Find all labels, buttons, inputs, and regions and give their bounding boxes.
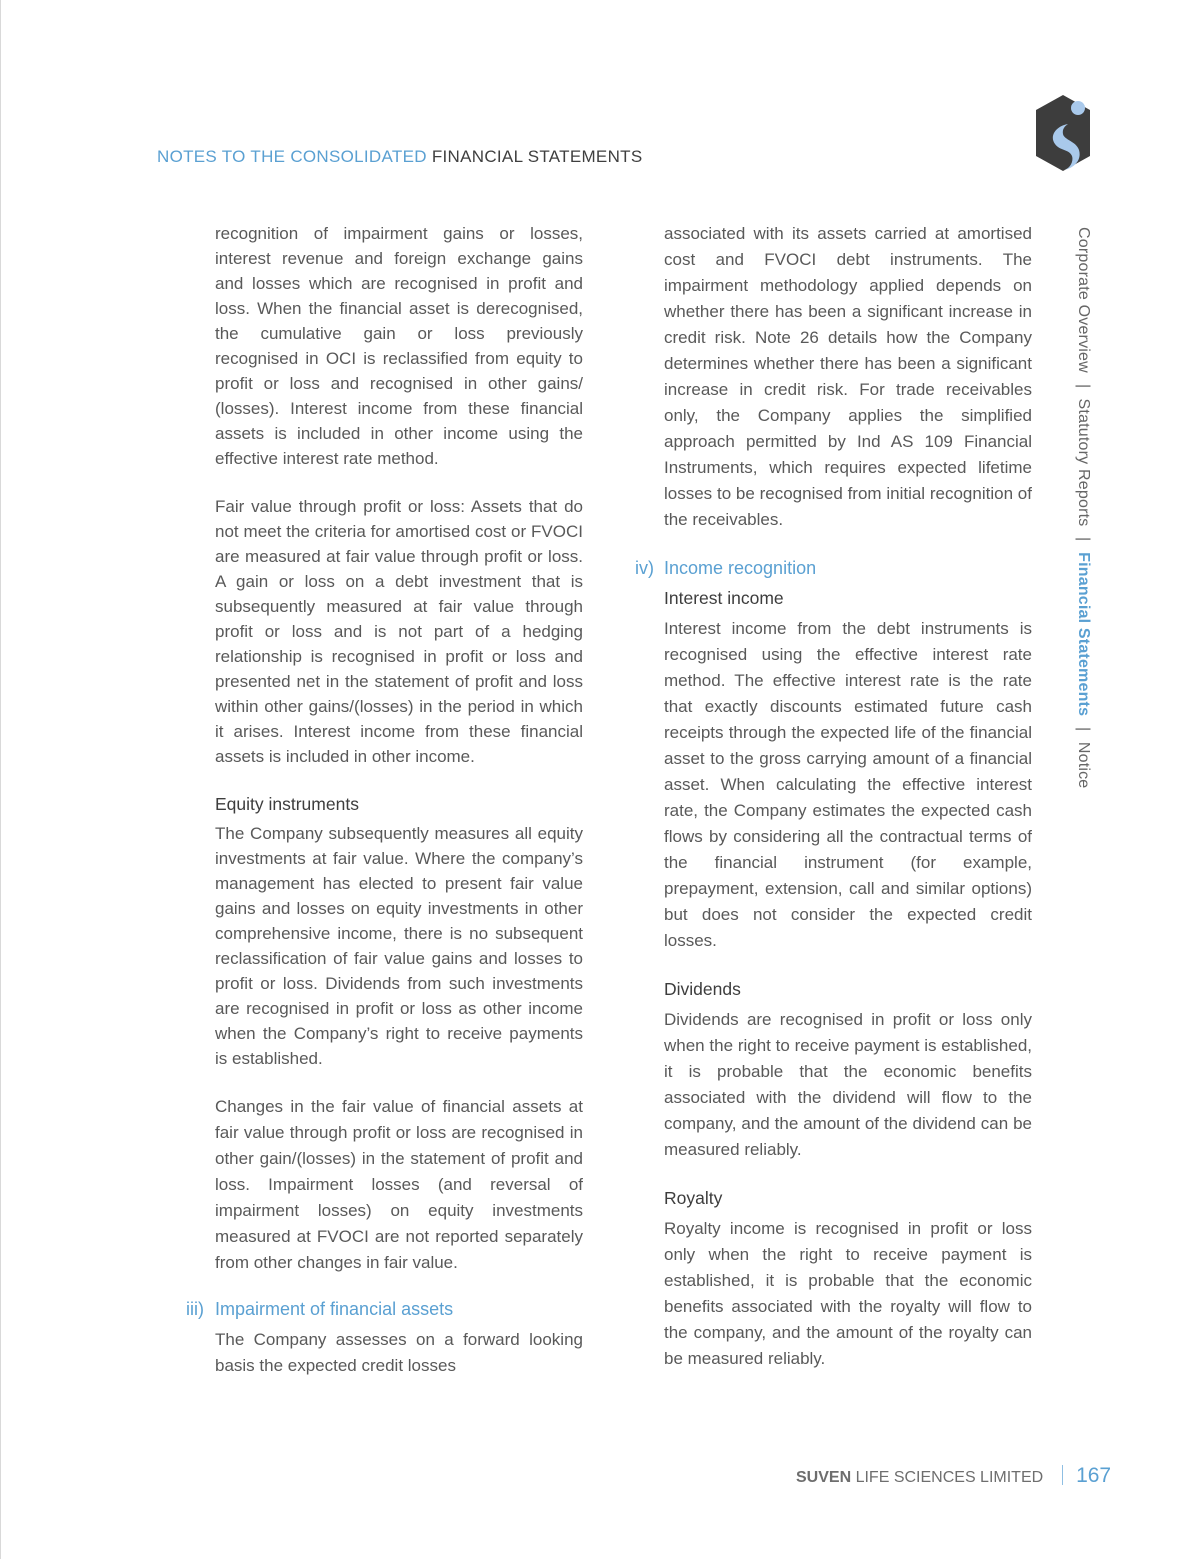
paragraph: associated with its assets carried at amortised cost and FVOCI debt instruments. The impairment methodology applied depends on whether there has been a significant increase in credit risk. Note 26 details how the Company determines whether there has been a significant increase in credit risk. For trade receivables only, the Company applies the simplified approach permitted by Ind AS 109 Financial Instruments, which requires expected lifetime losses to be recognised from initial recognition of the receivables.: [664, 224, 1032, 529]
sidebar-separator: |: [1075, 537, 1092, 542]
section-sidebar: [1074, 227, 1092, 788]
footer-company: LIFE SCIENCES LIMITED: [855, 1469, 1044, 1486]
paragraph: Changes in the fair value of financial assets at fair value through profit or loss are recognised in other gain/(losses) in the statement of profit and loss. Impairment losses (and reversal of impairment losses) on equity investments measured at FVOCI are not reported separately from other changes in fair value.: [215, 1097, 583, 1272]
sidebar-item-financial-statements[interactable]: Financial Statements: [1075, 552, 1092, 717]
page-number: 167: [1076, 1464, 1112, 1487]
suven-logo-icon: [1034, 94, 1092, 172]
paragraph: Interest income from the debt instruments is recognised using the effective interest rate method. The effective interest rate is the rate that exactly discounts estimated future cash receipts through the expected life of the financial asset to the gross carrying amount of a financial asset. When calculating the effective interest rate, the Company estimates the expected cash flows by considering all the contractual terms of the financial instrument (for example, prepayment, extension, call and similar options) but does not consider the expected credit losses.: [664, 619, 1032, 950]
section-heading-impairment: [186, 1296, 583, 1322]
subheading-equity-instruments: Equity instruments: [215, 794, 359, 814]
paragraph: Fair value through profit or loss: Assets that do not meet the criteria for amortised cost or FVOCI are measured at fair value through profit or loss. A gain or loss on a debt investment that is subsequently measured at fair value through profit or loss and is not part of a hedging relationship is recognised in profit or loss and presented net in the statement of profit and loss within other gains/(losses) in the period in which it arises. Interest income from these financial assets is included in other income.: [215, 497, 583, 766]
page-edge: [0, 0, 1, 1559]
sidebar-separator: |: [1075, 383, 1092, 388]
sidebar-separator: |: [1075, 726, 1092, 732]
section-title: Impairment of financial assets: [215, 1299, 454, 1319]
footer-divider: [1062, 1465, 1063, 1485]
left-column: [186, 221, 583, 1379]
header-highlight: NOTES TO THE CONSOLIDATED: [157, 147, 427, 166]
subheading-interest-income: Interest income: [664, 588, 784, 608]
subheading-royalty: Royalty: [664, 1188, 723, 1208]
header-rest: FINANCIAL STATEMENTS: [431, 147, 643, 166]
paragraph: Dividends are recognised in profit or loss only when the right to receive payment is established, it is probable that the economic benefits associated with the dividend will flow to the company, and the amount of the dividend can be measured reliably.: [664, 1010, 1032, 1159]
section-number: iv): [635, 558, 654, 578]
page-footer: [796, 1464, 1111, 1488]
section-heading-income-recognition: [635, 555, 1032, 581]
sidebar-item-statutory-reports[interactable]: Statutory Reports: [1075, 398, 1092, 527]
paragraph: Royalty income is recognised in profit or loss only when the right to receive payment is established, it is probable that the economic benefits associated with the royalty will flow to the company, and the amount of the royalty can be measured reliably.: [664, 1219, 1032, 1368]
right-column: [635, 221, 1032, 1372]
subheading-dividends: Dividends: [664, 979, 741, 999]
section-title: Income recognition: [664, 558, 817, 578]
footer-brand: SUVEN: [796, 1469, 852, 1486]
paragraph: The Company assesses on a forward looking basis the expected credit losses: [215, 1330, 583, 1375]
section-number: iii): [186, 1299, 204, 1319]
sidebar-item-notice[interactable]: Notice: [1075, 741, 1092, 789]
paragraph: recognition of impairment gains or losses, interest revenue and foreign exchange gains and losses which are recognised in profit and loss. When the financial asset is derecognised, the cumulative gain or loss previously recognised in OCI is reclassified from equity to profit or loss and recognised in other gains/ (losses). Interest income from these financial assets is included in other income using the effective interest rate method.: [215, 224, 583, 468]
paragraph: The Company subsequently measures all equity investments at fair value. Where the company’s management has elected to present fair value gains and losses on equity investments in other comprehensive income, there is no subsequent reclassification of fair value gains and losses to profit or loss. Dividends from such investments are recognised in profit or loss as other income when the Company’s right to receive payments is established.: [215, 824, 583, 1068]
sidebar-item-corporate-overview[interactable]: Corporate Overview: [1075, 227, 1092, 373]
page-header: [157, 147, 642, 167]
